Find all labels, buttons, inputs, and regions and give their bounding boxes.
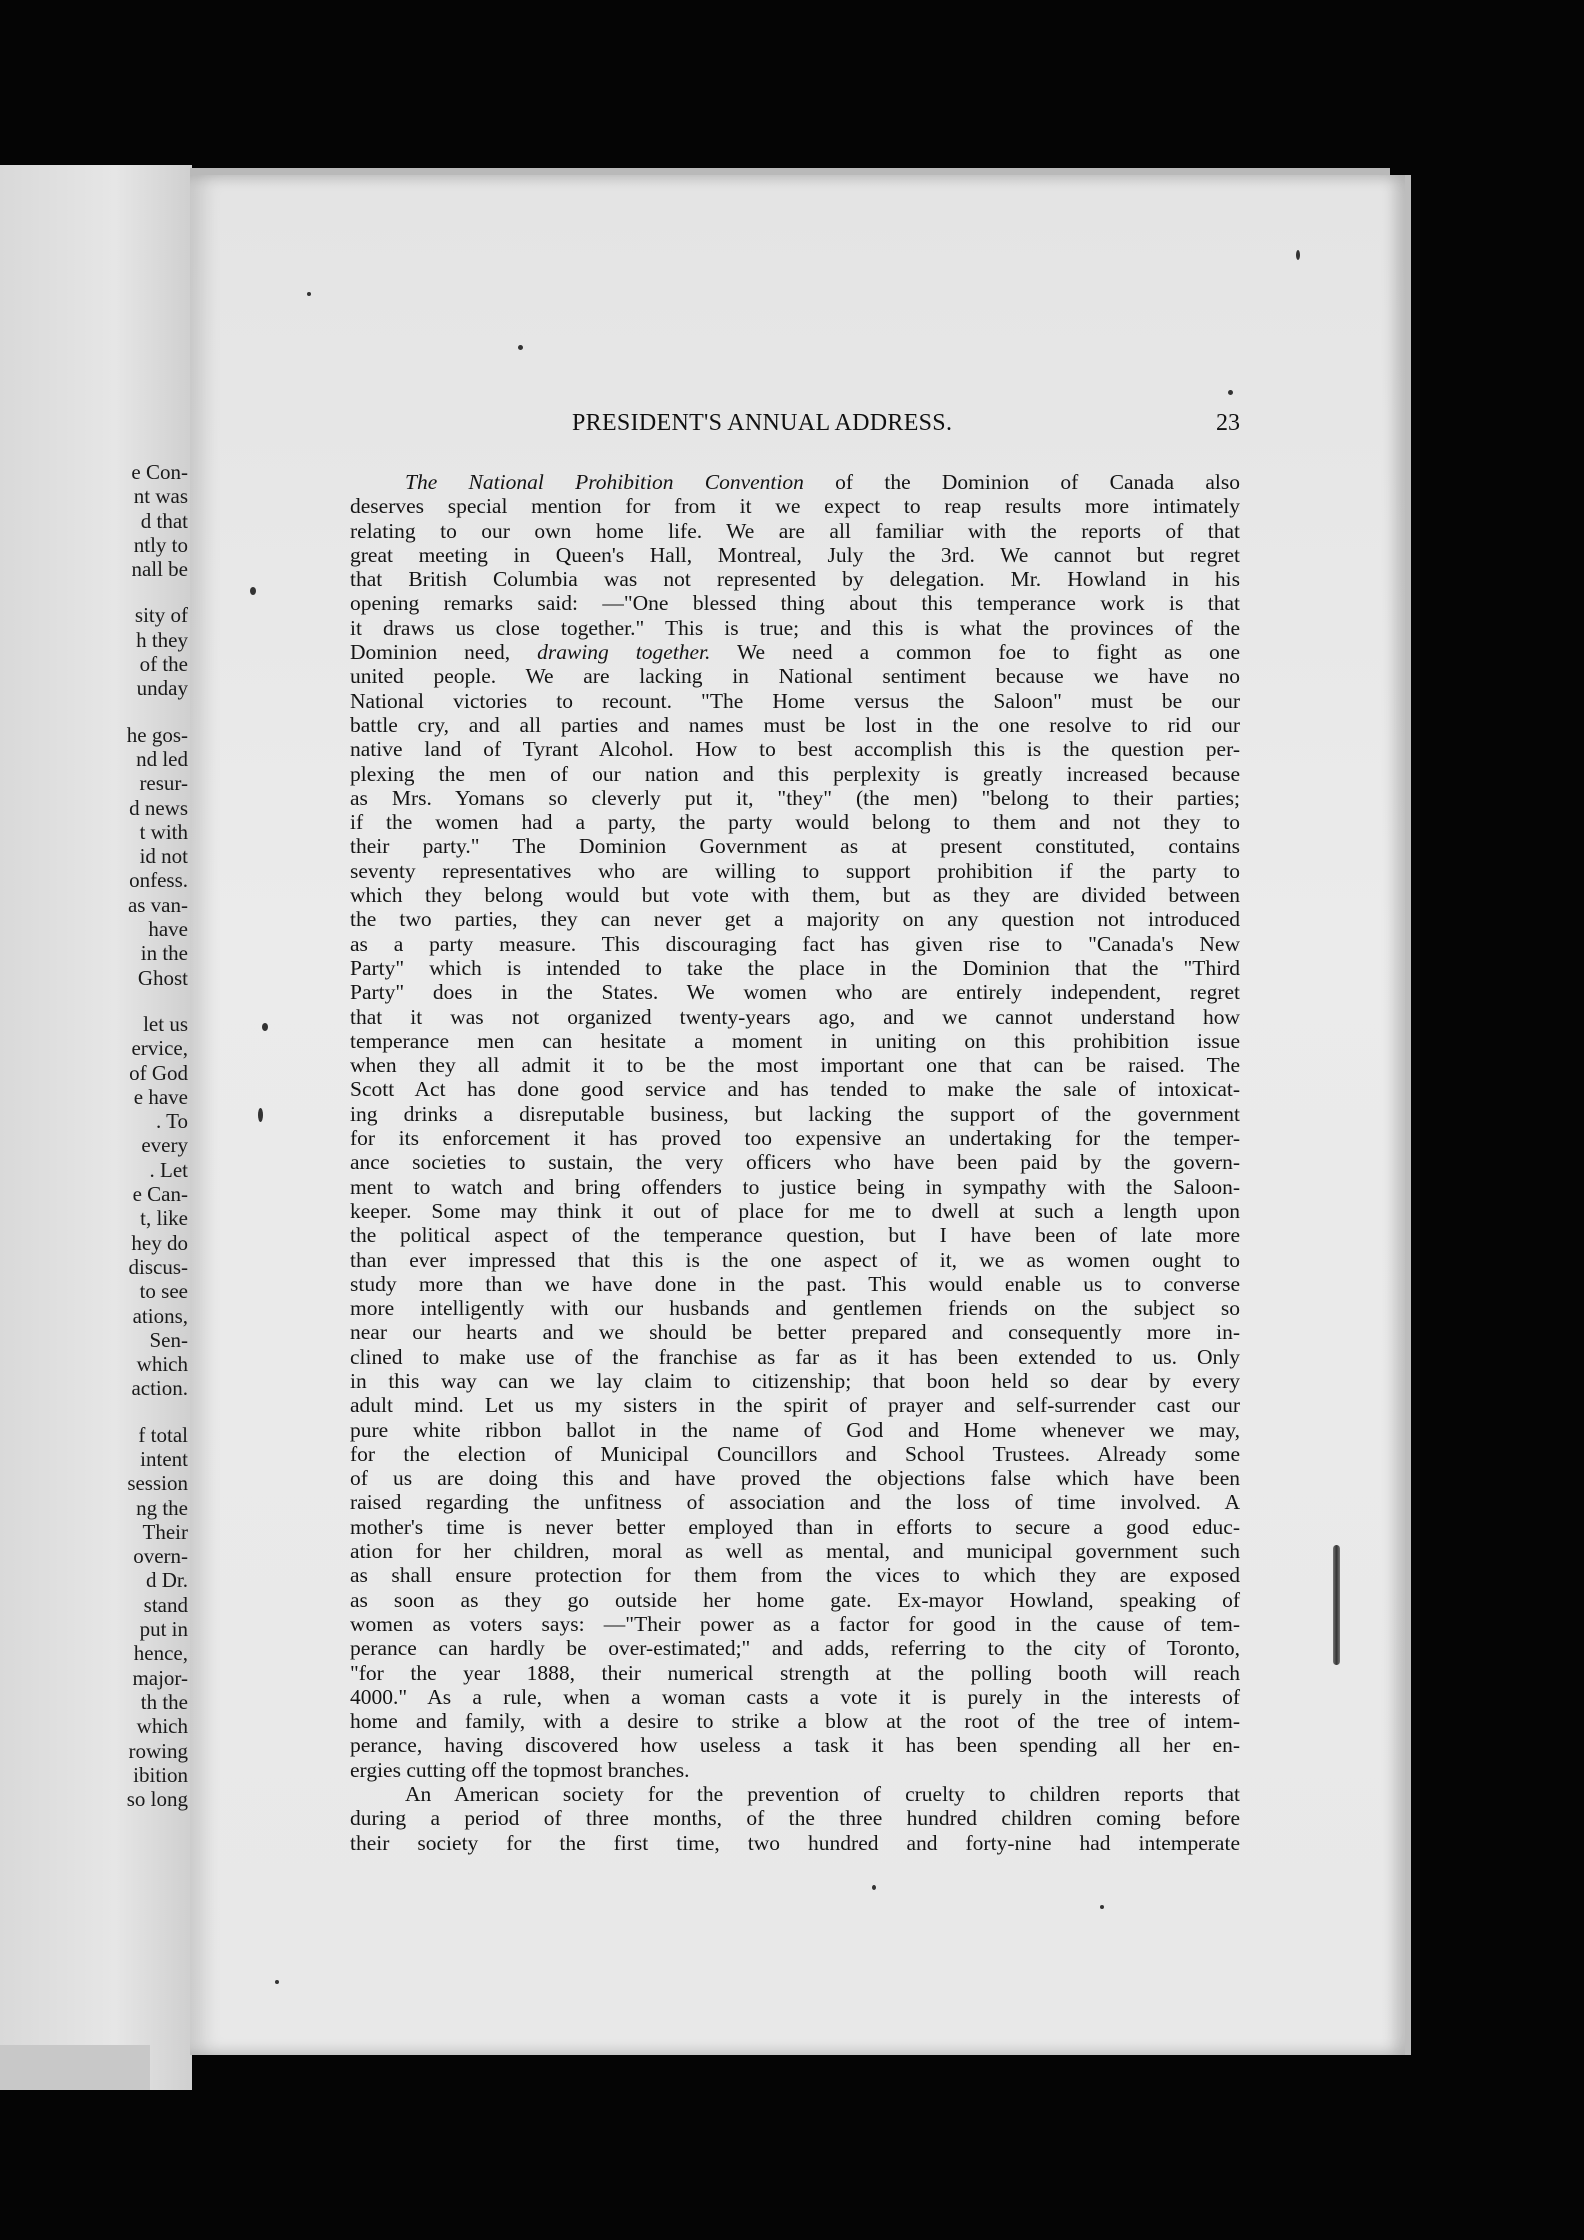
dust-speck — [1100, 1905, 1104, 1909]
dust-speck — [275, 1980, 279, 1984]
facing-page-line: d news — [129, 795, 188, 820]
facing-page-line: . To — [156, 1109, 188, 1134]
facing-page-line: overn- — [133, 1544, 188, 1569]
text-line: Dominion need, drawing together. We need a common foe to fight as one — [350, 640, 1240, 665]
text-line: mother's time is never better employed than in efforts to secure a good educ- — [350, 1514, 1240, 1539]
running-head-title: PRESIDENT'S ANNUAL ADDRESS. — [572, 410, 953, 436]
text-line: as soon as they go outside her home gate. Ex-mayor Howland, speaking of — [350, 1587, 1240, 1612]
dust-speck — [262, 1023, 268, 1031]
facing-page-line: e Con- — [131, 460, 188, 484]
facing-page-gap — [68, 581, 188, 603]
facing-page-line: nt was — [133, 484, 188, 509]
text-line: ing drinks a disreputable business, but lacking the support of the government — [350, 1101, 1240, 1126]
text-line: the political aspect of the temperance question, but I have been of late more — [350, 1223, 1240, 1248]
text-line: Scott Act has done good service and has tended to make the sale of intoxicat- — [350, 1077, 1240, 1102]
facing-page-line: major- — [132, 1665, 188, 1690]
text-line: women as voters says: —"Their power as a factor for good in the cause of tem- — [350, 1611, 1240, 1636]
facing-page-line: which — [136, 1352, 188, 1377]
text-line: when they all admit it to be the most important one that can be raised. The — [350, 1053, 1240, 1078]
text-line: perance, having discovered how useless a task it has been spending all her en- — [350, 1733, 1240, 1758]
facing-page-gap — [68, 701, 188, 723]
facing-page-line: nd led — [136, 746, 188, 771]
dust-speck — [518, 345, 523, 350]
text-line: seventy representatives who are willing to support prohibition if the party to — [350, 858, 1240, 883]
text-line: relating to our own home life. We are all familiar with the reports of that — [350, 518, 1240, 543]
facing-page-line: to see — [139, 1279, 188, 1304]
text-line: the two parties, they can never get a majority on any question not introduced — [350, 907, 1240, 932]
facing-page-line: nall be — [131, 557, 188, 582]
dust-speck — [1296, 250, 1300, 260]
facing-page-line: hence, — [133, 1641, 188, 1666]
facing-page-gap — [68, 1401, 188, 1423]
text-line: native land of Tyrant Alcohol. How to best accomplish this is the question per- — [350, 737, 1240, 762]
facing-page-line: onfess. — [129, 868, 188, 893]
facing-page-line: d Dr. — [146, 1568, 188, 1593]
text-line: The National Prohibition Convention of the Dominion of Canada also — [405, 470, 1240, 494]
facing-page-line: rowing — [128, 1738, 188, 1763]
body-text — [350, 470, 1240, 1855]
text-line: for its enforcement it has proved too expensive an undertaking for the temper- — [350, 1126, 1240, 1151]
facing-page-line: f total — [138, 1422, 188, 1447]
text-line: their society for the first time, two hundred and forty-nine had intemperate — [350, 1830, 1240, 1855]
running-head — [350, 410, 1240, 440]
text-line: ation for her children, moral as well as mental, and municipal government such — [350, 1539, 1240, 1564]
facing-page-line: id not — [139, 844, 188, 869]
facing-page-line: in the — [140, 941, 188, 966]
facing-page-line: have — [148, 917, 188, 942]
text-line: Party" which is intended to take the place in the Dominion that the "Third — [350, 955, 1240, 980]
facing-page-line: discus- — [128, 1254, 188, 1279]
text-line: Party" does in the States. We women who are entirely independent, regret — [350, 980, 1240, 1005]
text-line: for the election of Municipal Councillors and School Trustees. Already some — [350, 1441, 1240, 1466]
text-line: of us are doing this and have proved the objections false which have been — [350, 1466, 1240, 1491]
text-line: perance can hardly be over-estimated;" and adds, referring to the city of Toronto, — [350, 1636, 1240, 1661]
facing-page-line: . Let — [149, 1157, 188, 1182]
text-line: home and family, with a desire to strike a blow at the root of the tree of intem- — [350, 1709, 1240, 1734]
dust-speck — [307, 292, 311, 296]
dust-speck — [258, 1108, 263, 1122]
facing-page-line: as van- — [127, 892, 188, 917]
text-line: plexing the men of our nation and this perplexity is greatly increased because — [350, 761, 1240, 786]
text-line: ergies cutting off the topmost branches. — [350, 1757, 690, 1782]
facing-page-line: action. — [131, 1376, 188, 1401]
text-line: adult mind. Let us my sisters in the spirit of prayer and self-surrender cast our — [350, 1393, 1240, 1418]
facing-page-line: he gos- — [126, 722, 188, 747]
facing-page-line: unday — [136, 676, 188, 701]
text-line: that it was not organized twenty-years ago, and we cannot understand how — [350, 1004, 1240, 1029]
text-line: united people. We are lacking in National sentiment because we have no — [350, 664, 1240, 689]
dust-speck — [1228, 390, 1233, 395]
text-line: raised regarding the unfitness of association and the loss of time involved. A — [350, 1490, 1240, 1515]
facing-page-line: ng the — [136, 1495, 188, 1520]
text-line: which they belong would but vote with them, but as they are divided between — [350, 883, 1240, 908]
facing-page-line: hey do — [131, 1230, 188, 1255]
text-line: deserves special mention for from it we expect to reap results more intimately — [350, 494, 1240, 519]
facing-page — [0, 165, 192, 2090]
facing-page-line: ations, — [132, 1303, 188, 1328]
text-line: ance societies to sustain, the very officers who have been paid by the govern- — [350, 1150, 1240, 1175]
facing-page-line: th the — [140, 1689, 188, 1714]
facing-page-line: d that — [140, 508, 188, 533]
text-line: "for the year 1888, their numerical strength at the polling booth will reach — [350, 1660, 1240, 1685]
facing-page-line: of God — [129, 1060, 188, 1085]
dust-speck — [250, 587, 256, 595]
text-line: opening remarks said: —"One blessed thing about this temperance work is that — [350, 591, 1240, 616]
text-line: during a period of three months, of the three hundred children coming before — [350, 1806, 1240, 1831]
facing-page-line: e have — [133, 1084, 188, 1109]
text-line: it draws us close together." This is true; and this is what the provinces of the — [350, 615, 1240, 640]
facing-page-line: t, like — [140, 1206, 188, 1231]
text-line: their party." The Dominion Government as at present constituted, contains — [350, 834, 1240, 859]
text-line: study more than we have done in the past. This would enable us to converse — [350, 1271, 1240, 1296]
facing-page-gap — [68, 990, 188, 1012]
text-line: keeper. Some may think it out of place for me to dwell at such a length upon — [350, 1198, 1240, 1223]
text-line: 4000." As a rule, when a woman casts a vote it is purely in the interests of — [350, 1684, 1240, 1709]
facing-page-line: Their — [142, 1519, 188, 1544]
text-line: battle cry, and all parties and names must be lost in the one resolve to rid our — [350, 712, 1240, 737]
text-line: National victories to recount. "The Home versus the Saloon" must be our — [350, 688, 1240, 713]
page-number: 23 — [1216, 410, 1240, 436]
text-line: near our hearts and we should be better prepared and consequently more in- — [350, 1320, 1240, 1345]
facing-page-line: Ghost — [137, 965, 188, 990]
facing-page-line: t with — [139, 819, 188, 844]
text-line: in this way can we lay claim to citizenship; that boon held so dear by every — [350, 1368, 1240, 1393]
facing-page-line: ntly to — [133, 532, 188, 557]
facing-page-line: which — [136, 1714, 188, 1739]
facing-page-line: let us — [143, 1011, 188, 1036]
facing-page-line: resur- — [139, 771, 188, 796]
facing-page-line: intent — [140, 1446, 188, 1471]
text-line: An American society for the prevention of cruelty to children reports that — [405, 1782, 1240, 1807]
text-line: than ever impressed that this is the one aspect of it, we as women ought to — [350, 1247, 1240, 1272]
facing-page-line: ibition — [133, 1762, 188, 1787]
facing-page-line: Sen- — [149, 1327, 188, 1352]
text-line: clined to make use of the franchise as far as it has been extended to us. Only — [350, 1344, 1240, 1369]
facing-page-edge — [0, 2045, 150, 2090]
dust-speck — [872, 1885, 876, 1890]
facing-page-text — [68, 460, 188, 1811]
facing-page-line: stand — [143, 1592, 188, 1617]
facing-page-line: e Can- — [132, 1182, 188, 1207]
facing-page-line: ervice, — [131, 1036, 188, 1061]
text-line: as Mrs. Yomans so cleverly put it, "they" (the men) "belong to their parties; — [350, 785, 1240, 810]
facing-page-line: h they — [136, 627, 188, 652]
facing-page-line: so long — [126, 1787, 188, 1812]
text-line: if the women had a party, the party would belong to them and not they to — [350, 810, 1240, 835]
text-line: as shall ensure protection for them from the vices to which they are exposed — [350, 1563, 1240, 1588]
text-line: pure white ribbon ballot in the name of God and Home whenever we may, — [350, 1417, 1240, 1442]
text-line: that British Columbia was not represented by delegation. Mr. Howland in his — [350, 567, 1240, 592]
facing-page-line: every — [141, 1133, 188, 1158]
facing-page-line: session — [127, 1471, 188, 1496]
text-line: great meeting in Queen's Hall, Montreal, July the 3rd. We cannot but regret — [350, 542, 1240, 567]
text-line: ment to watch and bring offenders to justice being in sympathy with the Saloon- — [350, 1174, 1240, 1199]
text-line: temperance men can hesitate a moment in uniting on this prohibition issue — [350, 1028, 1240, 1053]
facing-page-line: put in — [139, 1617, 188, 1642]
margin-pencil-mark — [1333, 1545, 1340, 1665]
text-line: as a party measure. This discouraging fact has given rise to "Canada's New — [350, 931, 1240, 956]
text-line: more intelligently with our husbands and gentlemen friends on the subject so — [350, 1296, 1240, 1321]
facing-page-line: sity of — [134, 603, 188, 628]
facing-page-line: of the — [139, 652, 188, 677]
